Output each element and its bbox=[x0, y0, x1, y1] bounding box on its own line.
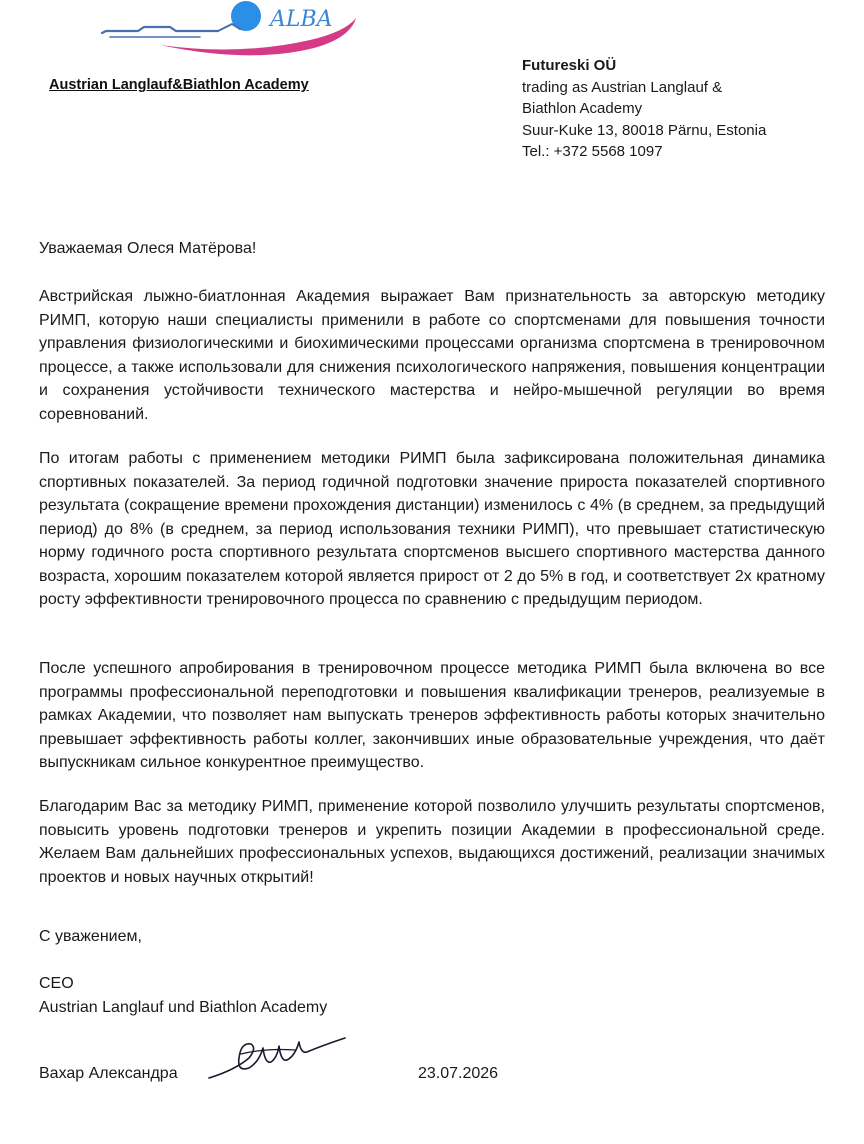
sender-trading-line-2: Biathlon Academy bbox=[522, 100, 643, 117]
sender-address-block bbox=[522, 55, 766, 163]
sender-address: Suur-Kuke 13, 80018 Pärnu, Estonia bbox=[522, 121, 767, 139]
logo-ski-line bbox=[102, 27, 218, 33]
salutation: Уважаемая Олеся Матёрова! bbox=[39, 240, 257, 257]
alba-logo bbox=[100, 0, 362, 62]
signatory-organization: Austrian Langlauf und Biathlon Academy bbox=[39, 998, 328, 1016]
closing-phrase: С уважением, bbox=[39, 928, 142, 945]
sender-trading-line-1: trading as Austrian Langlauf & bbox=[522, 78, 723, 96]
signatory-title: CEO bbox=[39, 975, 74, 992]
signer-name: Вахар Александра bbox=[39, 1065, 178, 1082]
sender-company: Futureski OÜ bbox=[522, 57, 617, 74]
handwritten-signature bbox=[205, 1028, 355, 1088]
letter-paragraph-2: По итогам работы с применением методики РИМП была зафиксирована положительная динамика спортивных показателей. За период годичной подготовки значение прироста показателей спортивного результата (сокращение времени прохождения дистанции) изменилось с 4% (в среднем, за предыдущий период) до 8% (в среднем, за период использования техники РИМП), что превышает статистическую норму годичного роста спортивного результата спортсменов высшего спортивного мастерства данного возраста, хорошим показателем которой является прирост от 2 до 5% в год, и соответствует 2х кратному росту эффективности тренировочного процесса по сравнению с предыдущим периодом. bbox=[39, 450, 825, 608]
letter-paragraph-4: Благодарим Вас за методику РИМП, применение которой позволило улучшить результаты спортсменов, повысить уровень подготовки тренеров и укрепить позиции Академии в профессиональной среде. Желаем Вам дальнейших профессиональных успехов, выдающихся достижений, реализации значимых проектов и новых научных открытий! bbox=[39, 798, 825, 886]
logo-text: ALBA bbox=[270, 7, 333, 32]
letter-paragraph-3: После успешного апробирования в тренировочном процессе методика РИМП была включена во все программы профессиональной переподготовки и повышения квалификации тренеров, реализуемые в рамках Академии, что позволяет нам выпускать тренеров эффективность работы которых значительно превышает эффективность работы коллег, закончивших иные образовательные учреждения, что даёт выпускникам сильное конкурентное преимущество. bbox=[39, 660, 825, 771]
academy-name-header: Austrian Langlauf&Biathlon Academy bbox=[49, 77, 309, 93]
sender-phone: Tel.: +372 5568 1097 bbox=[522, 143, 663, 160]
signatory-block bbox=[39, 972, 327, 1019]
letter-paragraph-1: Австрийская лыжно-биатлонная Академия выражает Вам признательность за авторскую методику РИМП, которую наши специалисты применили в работе со спортсменами для повышения точности управления физиологическими и биохимическими процессами организма спортсмена в тренировочном процессе, а также использовали для снижения психологического напряжения, повышения концентрации и сохранения устойчивости технического мастерства и нейро-мышечной регуляции во время соревнований. bbox=[39, 288, 825, 423]
letter-date: 23.07.2026 bbox=[418, 1065, 499, 1082]
